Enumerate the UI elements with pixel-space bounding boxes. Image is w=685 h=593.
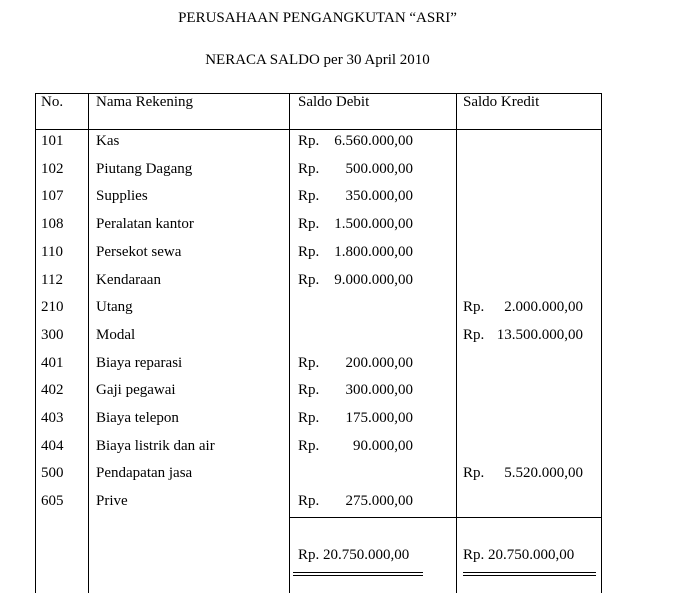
currency-label: Rp. [298, 382, 320, 399]
table-row [35, 438, 602, 460]
account-name: Peralatan kantor [96, 216, 194, 233]
debit-value: 300.000,00 [345, 382, 413, 399]
table-row [35, 161, 602, 183]
debit-value: 350.000,00 [345, 188, 413, 205]
table-row [35, 299, 602, 321]
table-row [35, 216, 602, 238]
currency-label: Rp. [298, 410, 320, 426]
column-header-name: Nama Rekening [96, 94, 194, 110]
account-name: Modal [96, 326, 136, 343]
total-debit: Rp. 20.750.000,00 [298, 547, 410, 563]
table-row [35, 410, 602, 432]
column-header-no: No. [41, 94, 64, 110]
account-name: Supplies [96, 188, 148, 205]
column-header-debit: Saldo Debit [298, 94, 370, 110]
credit-value: 2.000.000,00 [504, 299, 583, 316]
currency-label: Rp. [463, 465, 485, 482]
account-number: 500 [41, 465, 64, 482]
table-row [35, 188, 602, 210]
table-row [35, 382, 602, 404]
report-title: NERACA SALDO per 30 April 2010 [205, 52, 430, 68]
currency-label: Rp. [298, 188, 320, 205]
table-row [35, 272, 602, 294]
currency-label: Rp. [298, 160, 320, 177]
debit-value: 1.800.000,00 [334, 243, 413, 260]
account-name: Piutang Dagang [96, 160, 193, 177]
account-name: Persekot sewa [96, 243, 182, 260]
table-row [35, 465, 602, 487]
account-number: 107 [41, 188, 64, 205]
account-name: Prive [96, 493, 128, 510]
total-debit-double-underline [293, 572, 423, 576]
debit-value: 1.500.000,00 [334, 216, 413, 233]
column-header-credit: Saldo Kredit [463, 94, 540, 110]
company-title: PERUSAHAAN PENGANGKUTAN “ASRI” [178, 10, 457, 26]
debit-value: 275.000,00 [345, 493, 413, 510]
account-number: 210 [41, 299, 64, 316]
credit-value: 5.520.000,00 [504, 465, 583, 482]
table-row [35, 133, 602, 155]
currency-label: Rp. [298, 493, 320, 510]
currency-label: Rp. [463, 299, 485, 316]
account-number: 402 [41, 382, 64, 399]
account-number: 300 [41, 326, 64, 343]
account-number: 112 [41, 271, 63, 288]
debit-value: 90.000,00 [353, 437, 413, 454]
currency-label: Rp. [298, 437, 320, 454]
currency-label: Rp. [298, 216, 320, 233]
debit-value: 6.560.000,00 [334, 133, 413, 149]
account-number: 401 [41, 354, 64, 371]
debit-value: 175.000,00 [345, 410, 413, 426]
account-number: 108 [41, 216, 64, 233]
account-number: 110 [41, 243, 63, 260]
debit-value: 9.000.000,00 [334, 271, 413, 288]
currency-label: Rp. [298, 354, 320, 371]
account-number: 404 [41, 437, 64, 454]
account-name: Gaji pegawai [96, 382, 176, 399]
account-name: Biaya listrik dan air [96, 437, 215, 454]
credit-value: 13.500.000,00 [496, 326, 583, 343]
trial-balance-table [35, 93, 602, 593]
account-name: Pendapatan jasa [96, 465, 193, 482]
total-credit: Rp. 20.750.000,00 [463, 547, 575, 563]
account-name: Biaya reparasi [96, 354, 183, 371]
account-name: Biaya telepon [96, 410, 179, 426]
table-row [35, 327, 602, 349]
account-number: 403 [41, 410, 64, 426]
currency-label: Rp. [298, 271, 320, 288]
currency-label: Rp. [298, 133, 320, 149]
table-row [35, 493, 602, 515]
account-number: 101 [41, 133, 64, 149]
table-row [35, 244, 602, 266]
total-divider [289, 517, 602, 518]
header-divider [35, 129, 602, 130]
account-name: Kas [96, 133, 120, 149]
account-number: 102 [41, 160, 64, 177]
account-number: 605 [41, 493, 64, 510]
currency-label: Rp. [463, 326, 485, 343]
account-name: Kendaraan [96, 271, 161, 288]
account-name: Utang [96, 299, 133, 316]
currency-label: Rp. [298, 243, 320, 260]
debit-value: 500.000,00 [345, 160, 413, 177]
table-row [35, 355, 602, 377]
debit-value: 200.000,00 [345, 354, 413, 371]
total-credit-double-underline [463, 572, 596, 576]
